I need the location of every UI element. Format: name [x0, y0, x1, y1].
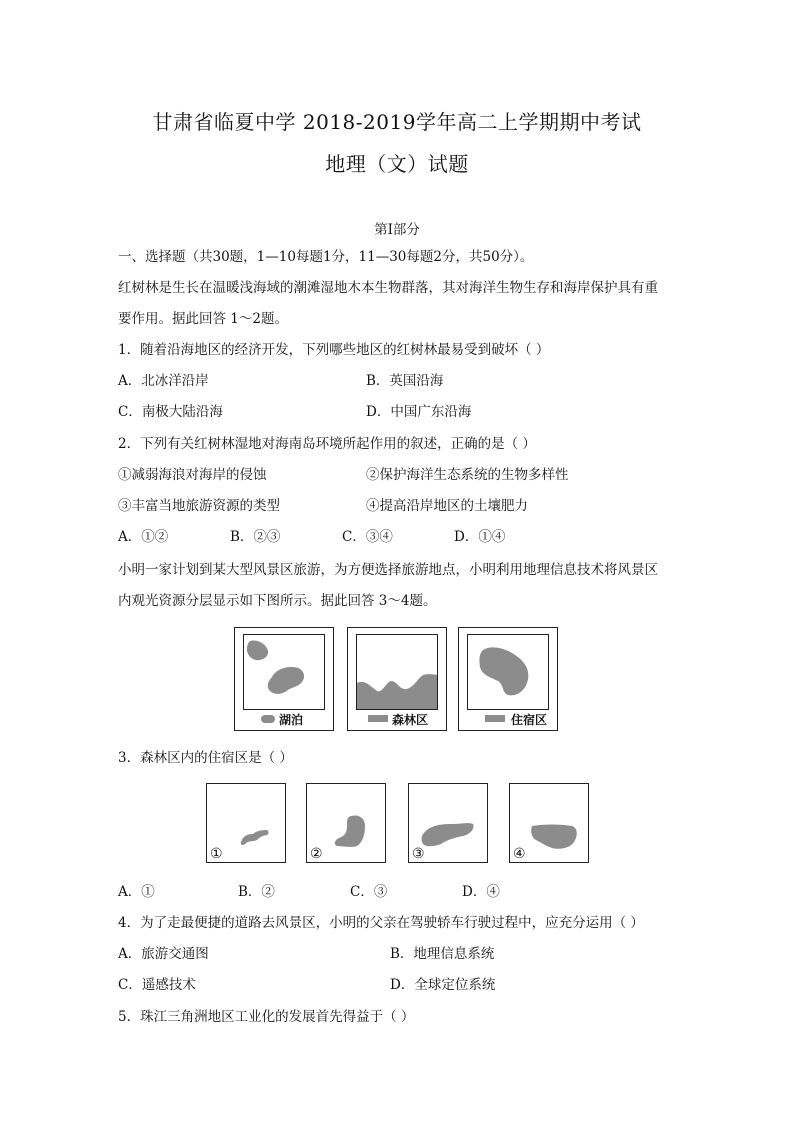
q2-option-c: C．③④	[342, 529, 393, 545]
q3-figure-2	[306, 783, 386, 863]
forest-shape	[357, 674, 438, 710]
q3-figure-number-4: ④	[513, 846, 526, 862]
legend-lodging-label: 住宿区	[511, 713, 548, 727]
lake-shape-2	[268, 667, 304, 694]
instructions: 一、选择题（共30题，1—10每题1分，11—30每题2分，共50分）。	[118, 249, 534, 265]
q1-option-b: B．英国沿海	[366, 373, 444, 389]
q3-figure-number-1: ①	[210, 846, 223, 862]
q3-stem: 3．森林区内的住宿区是（ ）	[118, 750, 293, 766]
q1-option-c: C．南极大陆沿海	[118, 404, 223, 420]
q2-option-b: B．②③	[230, 529, 281, 545]
section-label: 第Ⅰ部分	[374, 222, 420, 238]
q2-statement-1: ①减弱海浪对海岸的侵蚀	[118, 467, 267, 483]
legend-lake-label: 湖泊	[279, 713, 304, 727]
passage2-line1: 小明一家计划到某大型风景区旅游，为方便选择旅游地点，小明利用地理信息技术将风景区	[118, 562, 658, 578]
exam-subtitle: 地理（文）试题	[325, 152, 469, 176]
q3-figure-1	[206, 783, 286, 863]
passage2-line2: 内观光资源分层显示如下图所示。据此回答 3～4题。	[118, 593, 437, 609]
layer-map-lodging	[458, 627, 558, 731]
q2-statement-2: ②保护海洋生态系统的生物多样性	[366, 467, 569, 483]
q3-option-b: B．②	[238, 884, 275, 900]
q3-figure-number-3: ③	[412, 846, 425, 862]
q4-option-c: C．遥感技术	[118, 977, 196, 993]
q1-option-d: D．中国广东沿海	[366, 404, 472, 420]
q3-shape-1	[241, 830, 269, 845]
legend-forest-label: 森林区	[392, 713, 429, 727]
q5-stem: 5．珠江三角洲地区工业化的发展首先得益于（ ）	[118, 1009, 415, 1025]
q2-statement-3: ③丰富当地旅游资源的类型	[118, 498, 280, 514]
passage1-line1: 红树林是生长在温暖浅海域的潮滩湿地木本生物群落，其对海洋生物生存和海岸保护具有重	[118, 280, 658, 296]
layer-map-forest	[347, 627, 447, 731]
layer-map-lake	[234, 627, 334, 731]
q2-stem: 2．下列有关红树林湿地对海南岛环境所起作用的叙述，正确的是（ ）	[118, 436, 536, 452]
q3-option-c: C．③	[350, 884, 388, 900]
q4-option-b: B．地理信息系统	[390, 946, 495, 962]
q3-shape-3	[422, 823, 474, 846]
q3-figure-number-2: ②	[310, 846, 323, 862]
q4-option-d: D．全球定位系统	[390, 977, 496, 993]
exam-title: 甘肃省临夏中学 2018-2019学年高二上学期期中考试	[152, 110, 642, 134]
passage1-line2: 要作用。据此回答 1～2题。	[118, 311, 288, 327]
q4-option-a: A．旅游交通图	[118, 946, 209, 962]
q3-shape-4	[531, 825, 577, 849]
q3-shape-2	[335, 815, 365, 846]
q1-stem: 1．随着沿海地区的经济开发，下列哪些地区的红树林最易受到破坏（ ）	[118, 342, 550, 358]
q2-option-d: D．①④	[454, 529, 506, 545]
lake-legend-swatch	[261, 715, 275, 723]
q4-stem: 4．为了走最便捷的道路去风景区，小明的父亲在驾驶轿车行驶过程中，应充分运用（ ）	[118, 915, 644, 931]
q3-figure-4	[509, 783, 589, 863]
lodging-legend-swatch	[485, 715, 505, 722]
q2-statement-4: ④提高沿岸地区的土壤肥力	[366, 498, 528, 514]
q3-figure-3	[408, 783, 488, 863]
q3-option-a: A．①	[118, 884, 155, 900]
q2-option-a: A．①②	[118, 529, 169, 545]
q3-option-d: D．④	[462, 884, 500, 900]
lake-shape-1	[247, 640, 268, 660]
forest-legend-swatch	[368, 715, 388, 722]
lodging-shape	[479, 647, 528, 695]
q1-option-a: A．北冰洋沿岸	[118, 373, 209, 389]
